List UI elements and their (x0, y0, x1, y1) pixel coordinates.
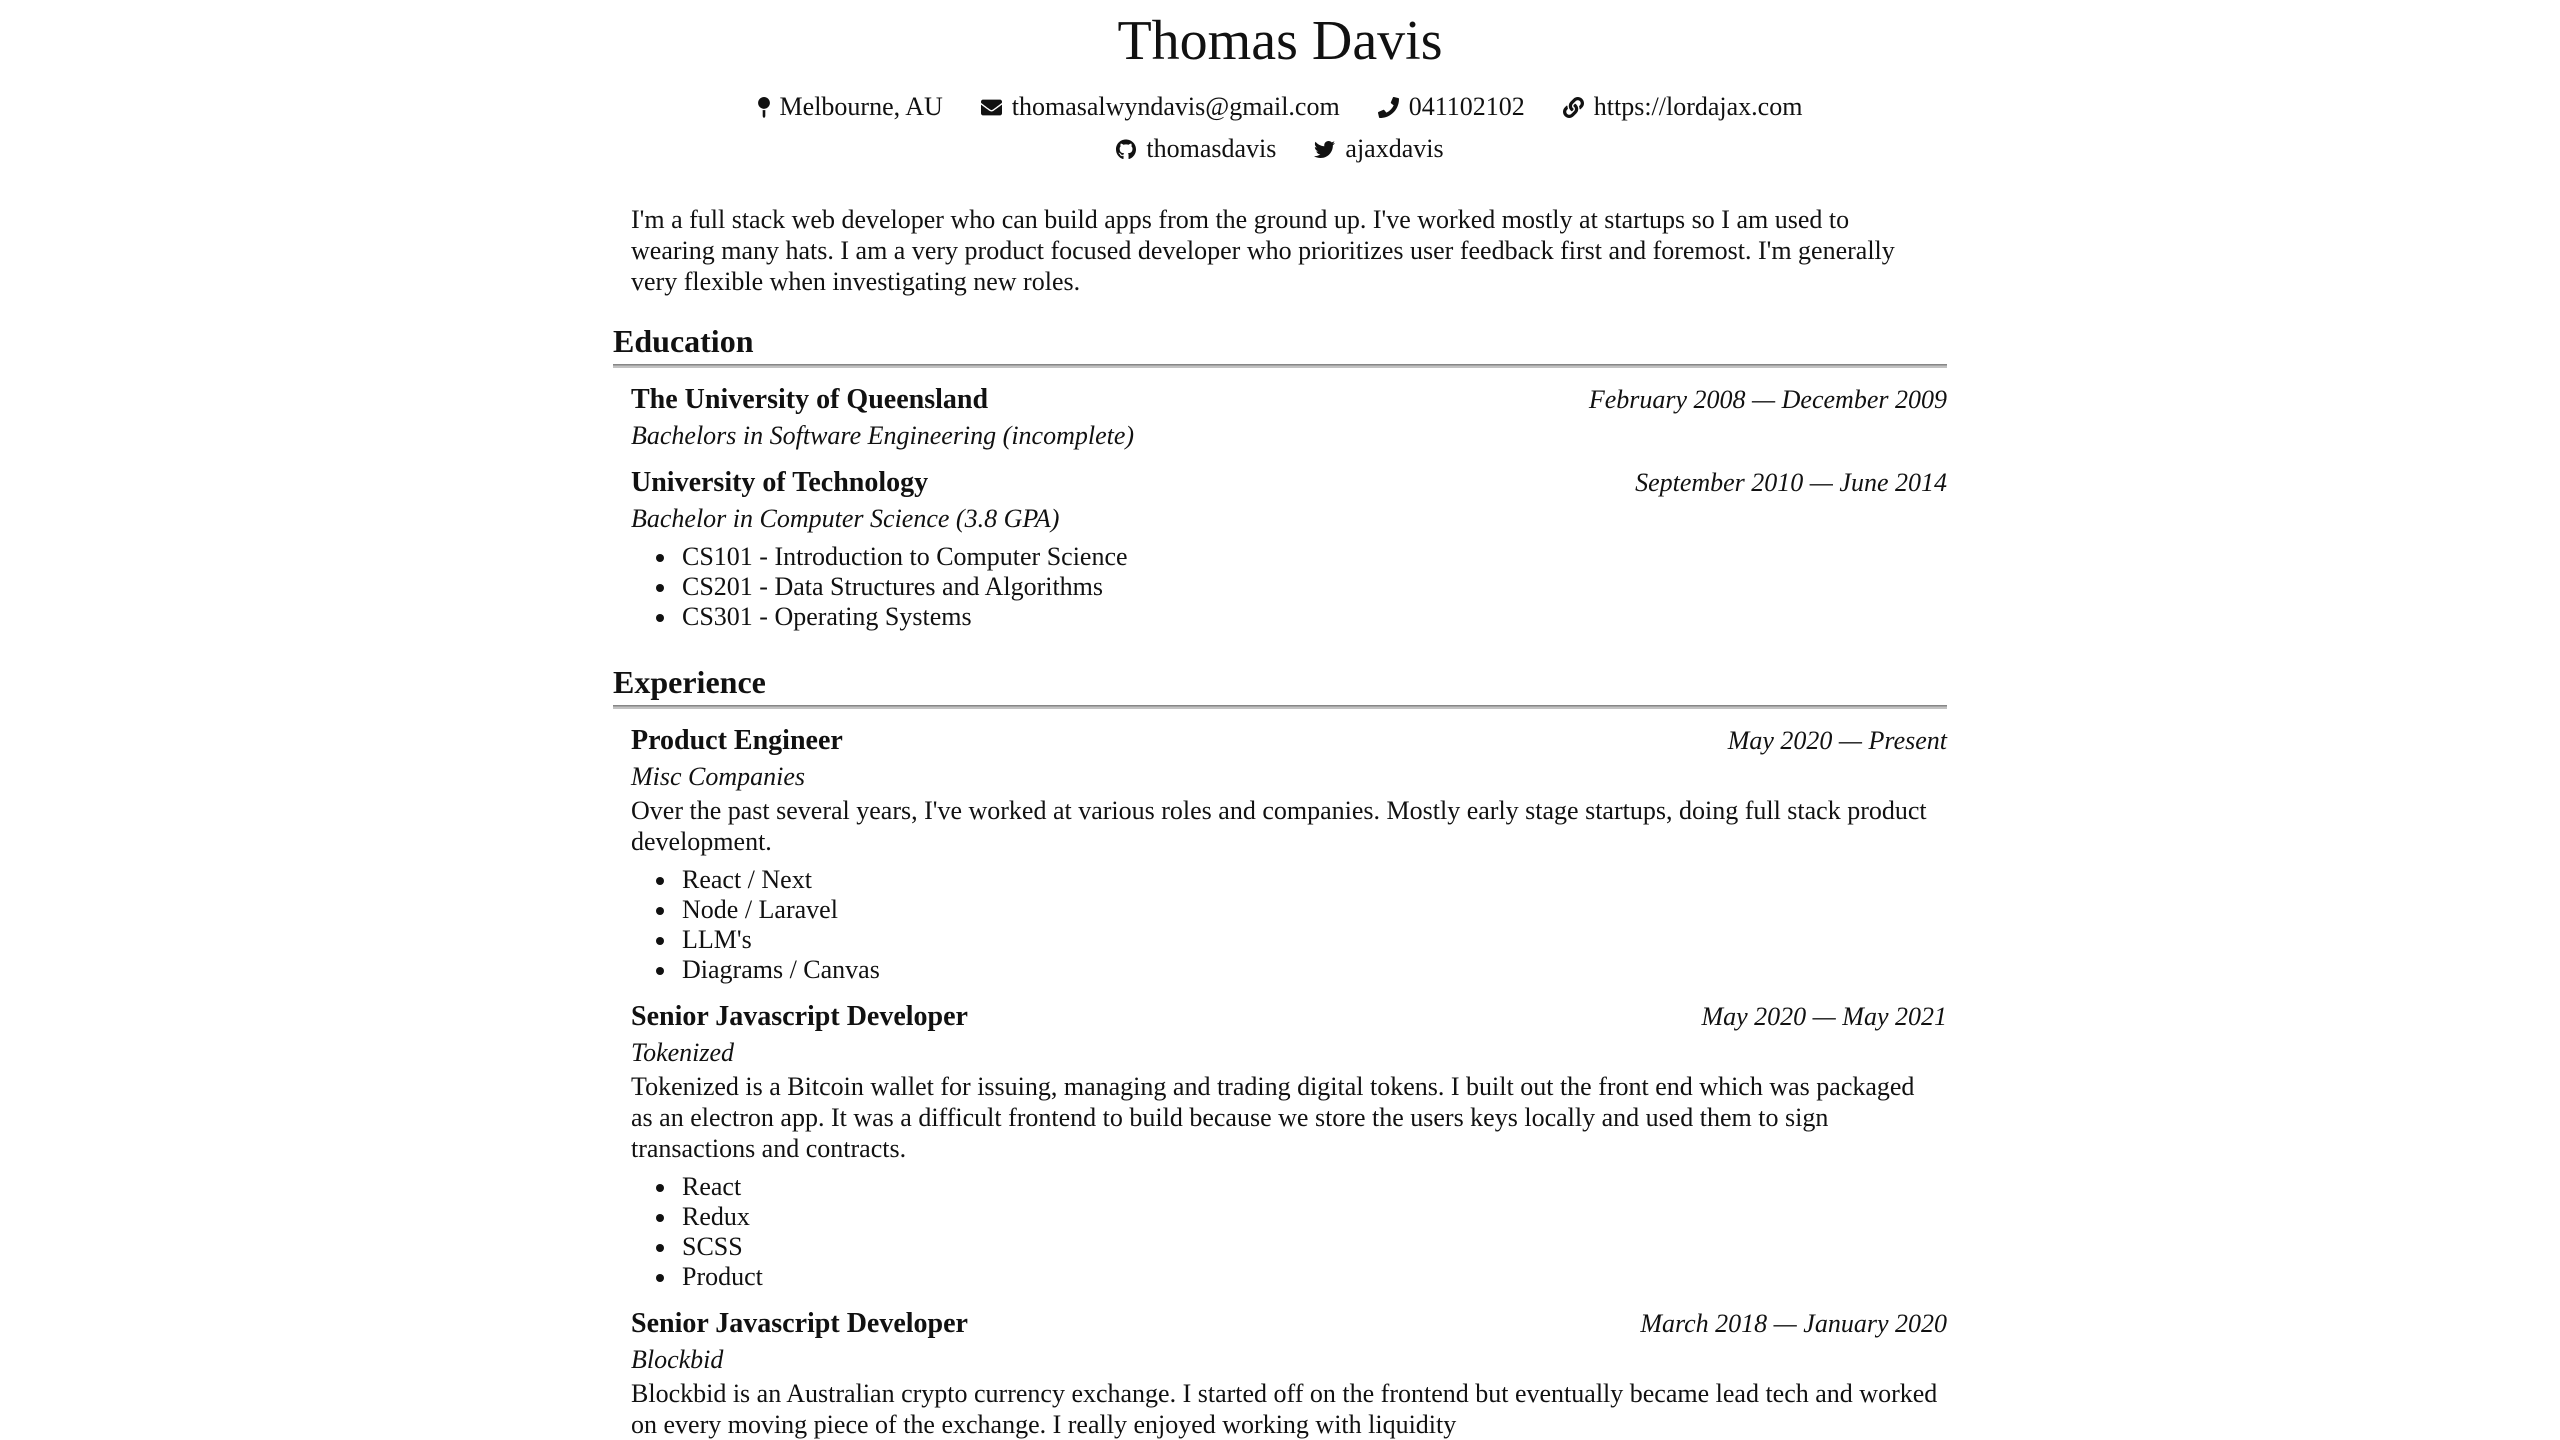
section-title: Education (613, 323, 754, 359)
section-title: Experience (613, 664, 766, 700)
link-icon (1563, 97, 1584, 118)
github-icon (1116, 139, 1136, 160)
entry-dates: May 2020 — May 2021 (1701, 1002, 1947, 1031)
envelope-icon (981, 97, 1002, 118)
entry (631, 724, 1947, 985)
entry (631, 1307, 1947, 1440)
contact-item (1378, 92, 1525, 122)
entry-bullets (631, 542, 1947, 632)
entry-title: The University of Queensland (631, 384, 989, 415)
contact-item-text: thomasalwyndavis@gmail.com (1011, 92, 1340, 121)
profile-item-text: ajaxdavis (1345, 134, 1444, 163)
page-title: Thomas Davis (1117, 10, 1443, 72)
contact-item-text: https://lordajax.com (1593, 92, 1803, 121)
profile-item[interactable] (1314, 134, 1443, 164)
bullet-item: • Product (678, 1262, 1947, 1292)
entry-header (631, 1307, 1947, 1341)
entry-subtitle: Blockbid (631, 1345, 724, 1374)
bullet-item: • CS301 - Operating Systems (678, 602, 1947, 632)
contact-item-text: 041102102 (1408, 92, 1525, 121)
bullet-item: • React (678, 1172, 1947, 1202)
entry-subtitle: Misc Companies (631, 762, 806, 791)
contact-item-text: Melbourne, AU (779, 92, 943, 121)
twitter-icon (1314, 139, 1335, 160)
section-entries (613, 383, 1947, 632)
bullet-item: • CS101 - Introduction to Computer Science (678, 542, 1947, 572)
entry-dates: May 2020 — Present (1727, 726, 1947, 755)
section-entries (613, 724, 1947, 1440)
entry-subtitle: Tokenized (631, 1038, 735, 1067)
profile-item[interactable] (1116, 134, 1276, 164)
bullet-item: • CS201 - Data Structures and Algorithms (678, 572, 1947, 602)
entry-bullets (631, 865, 1947, 985)
profile-item-text: thomasdavis (1146, 134, 1277, 163)
bullet-item: • Diagrams / Canvas (678, 955, 1947, 985)
phone-icon (1378, 97, 1399, 118)
entry-header (631, 383, 1947, 417)
bullet-item: • Node / Laravel (678, 895, 1947, 925)
entry-header (631, 466, 1947, 500)
bullet-item: • SCSS (678, 1232, 1947, 1262)
entry-subtitle: Bachelor in Computer Science (3.8 GPA) (631, 504, 1060, 533)
contact-row (613, 92, 1947, 122)
sections-container (613, 321, 1947, 1440)
entry-dates: September 2010 — June 2014 (1635, 468, 1947, 497)
entry-title: Product Engineer (631, 725, 843, 756)
entry-header (631, 1000, 1947, 1034)
contact-item[interactable] (981, 92, 1340, 122)
entry-dates: February 2008 — December 2009 (1588, 385, 1947, 414)
entry-title: Senior Javascript Developer (631, 1001, 968, 1032)
summary-text: I'm a full stack web developer who can build apps from the ground up. I've worked mostly at startups so I am used to wearing many hats. I am a very product focused developer who prioritizes user feedback first and foremost. I'm generally very flexible when investigating new roles. (631, 205, 1895, 296)
entry-bullets (631, 1172, 1947, 1292)
entry-title: University of Technology (631, 467, 929, 498)
entry-title: Senior Javascript Developer (631, 1308, 968, 1339)
section-education (613, 321, 1947, 632)
entry-description: Blockbid is an Australian crypto currency exchange. I started off on the frontend but eventually became lead tech and worked on every moving piece of the exchange. I really enjoyed working with liquidity (631, 1379, 1938, 1439)
profiles-row (613, 134, 1947, 164)
bullet-item: • LLM's (678, 925, 1947, 955)
entry-header (631, 724, 1947, 758)
resume-document (613, 0, 1947, 1440)
contact-item (758, 92, 943, 122)
entry (631, 383, 1947, 451)
bullet-item: • Redux (678, 1202, 1947, 1232)
section-experience (613, 662, 1947, 1440)
entry (631, 466, 1947, 632)
entry-dates: March 2018 — January 2020 (1640, 1309, 1947, 1338)
contact-item[interactable] (1563, 92, 1803, 122)
entry-description: Over the past several years, I've worked at various roles and companies. Mostly early stage startups, doing full stack product development. (631, 796, 1927, 856)
entry-description: Tokenized is a Bitcoin wallet for issuing, managing and trading digital tokens. I built out the front end which was packaged as an electron app. It was a difficult frontend to build because we store the users keys locally and used them to sign transactions and contracts. (631, 1072, 1915, 1163)
entry-subtitle: Bachelors in Software Engineering (incomplete) (631, 421, 1135, 450)
map-pin-icon (758, 97, 770, 118)
entry (631, 1000, 1947, 1292)
bullet-item: • React / Next (678, 865, 1947, 895)
section-divider (613, 364, 1947, 368)
section-divider (613, 705, 1947, 709)
